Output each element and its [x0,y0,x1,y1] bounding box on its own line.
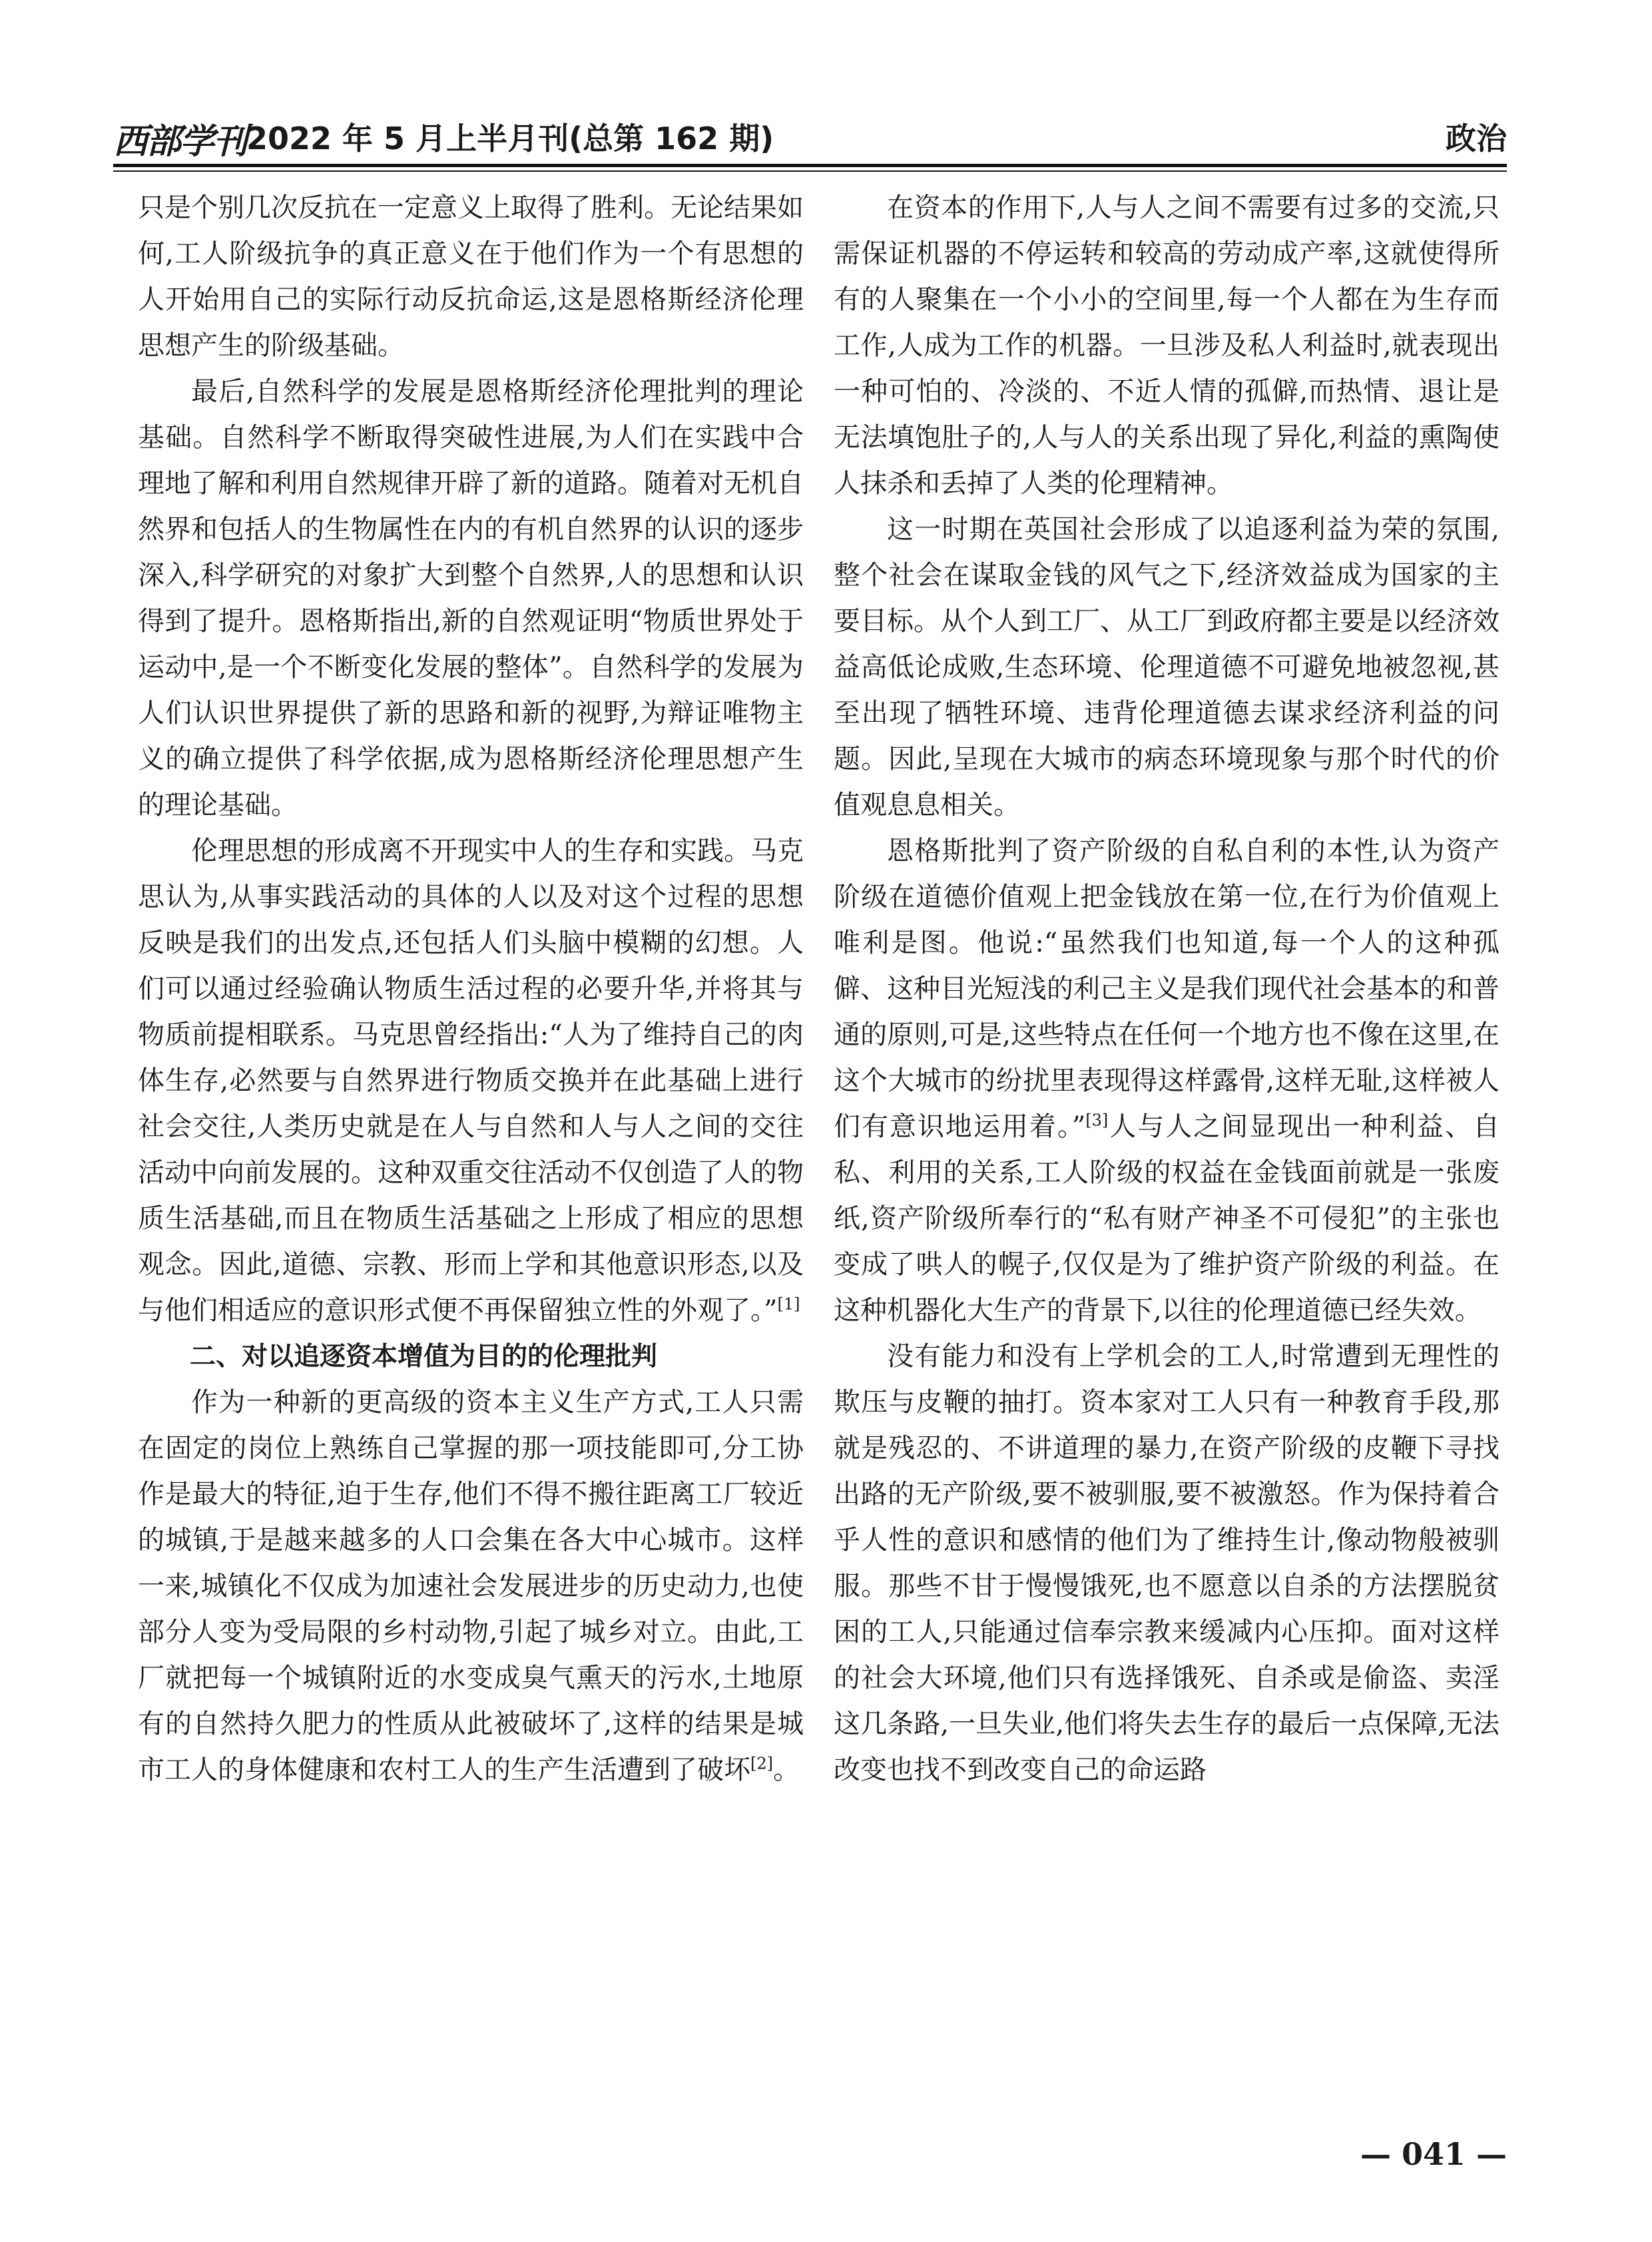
paragraph [834,828,1500,1334]
citation-marker: [2] [750,1754,773,1773]
section-name: 政治 [1446,121,1507,156]
paragraph: 最后,自然科学的发展是恩格斯经济伦理批判的理论基础。自然科学不断取得突破性进展,为人们在实践中合理地了解和利用自然规律开辟了新的道路。随着对无机自然界和包括人的生物属性在内的有机自然界的认识的逐步深入,科学研究的对象扩大到整个自然界,人的思想和认识得到了提升。恩格斯指出,新的自然观证明“物质世界处于运动中,是一个不断变化发展的整体”。自然科学的发展为人们认识世界提供了新的思路和新的视野,为辩证唯物主义的确立提供了科学依据,成为恩格斯经济伦理思想产生的理论基础。 [138,376,804,820]
page-number: — 041 — [1360,2136,1507,2172]
paragraph: 这一时期在英国社会形成了以追逐利益为荣的氛围,整个社会在谋取金钱的风气之下,经济效益成为国家的主要目标。从个人到工厂、从工厂到政府都主要是以经济效益高低论成败,生态环境、伦理道德不可避免地被忽视,甚至出现了牺牲环境、违背伦理道德去谋求经济利益的问题。因此,呈现在大城市的病态环境现象与那个时代的价值观息息相关。 [834,514,1500,820]
paragraph-text: 作为一种新的更高级的资本主义生产方式,工人只需在固定的岗位上熟练自己掌握的那一项技能即可,分工协作是最大的特征,迫于生存,他们不得不搬往距离工厂较近的城镇,于是越来越多的人口会集在各大中心城市。这样一来,城镇化不仅成为加速社会发展进步的历史动力,也使部分人变为受局限的乡村动物,引起了城乡对立。由此,工厂就把每一个城镇附近的水变成臭气熏天的污水,土地原有的自然持久肥力的性质从此被破坏了,这样的结果是城市工人的身体健康和农村工人的生产生活遭到了破坏 [138,1387,804,1785]
journal-logo: 西部学刊 [113,121,247,162]
paragraph-end: 。 [773,1755,800,1785]
paragraph [138,828,804,1334]
header-rule-thin [113,170,1507,172]
paragraph: 在资本的作用下,人与人之间不需要有过多的交流,只需保证机器的不停运转和较高的劳动成产率,这就使得所有的人聚集在一个小小的空间里,每一个人都在为生存而工作,人成为工作的机器。一旦涉及私人利益时,就表现出一种可怕的、冷淡的、不近人情的孤僻,而热情、退让是无法填饱肚子的,人与人的关系出现了异化,利益的熏陶使人抹杀和丢掉了人类的伦理精神。 [834,192,1500,499]
paragraph [138,1380,804,1793]
left-column [138,185,804,1793]
paragraph-text: 恩格斯批判了资产阶级的自私自利的本性,认为资产阶级在道德价值观上把金钱放在第一位,在行为价值观上唯利是图。他说:“虽然我们也知道,每一个人的这种孤僻、这种目光短浅的利己主义是我们现代社会基本的和普通的原则,可是,这些特点在任何一个地方也不像在这里,在这个大城市的纷扰里表现得这样露骨,这样无耻,这样被人们有意识地运用着。” [834,836,1500,1142]
paragraph: 只是个别几次反抗在一定意义上取得了胜利。无论结果如何,工人阶级抗争的真正意义在于他们作为一个有思想的人开始用自己的实际行动反抗命运,这是恩格斯经济伦理思想产生的阶级基础。 [138,192,804,361]
paragraph: 没有能力和没有上学机会的工人,时常遭到无理性的欺压与皮鞭的抽打。资本家对工人只有一种教育手段,那就是残忍的、不讲道理的暴力,在资产阶级的皮鞭下寻找出路的无产阶级,要不被驯服,要不被激怒。作为保持着合乎人性的意识和感情的他们为了维持生计,像动物般被驯服。那些不甘于慢慢饿死,也不愿意以自杀的方法摆脱贫困的工人,只能通过信奉宗教来缓减内心压抑。面对这样的社会大环境,他们只有选择饿死、自杀或是偷盗、卖淫这几条路,一旦失业,他们将失去生存的最后一点保障,无法改变也找不到改变自己的命运路 [834,1341,1500,1785]
section-heading: 二、对以追逐资本增值为目的的伦理批判 [190,1342,658,1372]
header-rule-thick [113,164,1507,167]
paragraph-text: 伦理思想的形成离不开现实中人的生存和实践。马克思认为,从事实践活动的具体的人以及对这个过程的思想反映是我们的出发点,还包括人们头脑中模糊的幻想。人们可以通过经验确认物质生活过程的必要升华,并将其与物质前提相联系。马克思曾经指出:“人为了维持自己的肉体生存,必然要与自然界进行物质交换并在此基础上进行社会交往,人类历史就是在人与自然和人与人之间的交往活动中向前发展的。这种双重交往活动不仅创造了人的物质生活基础,而且在物质生活基础之上形成了相应的思想观念。因此,道德、宗教、形而上学和其他意识形态,以及与他们相适应的意识形式便不再保留独立性的外观了。” [138,836,804,1326]
paragraph-text: 人与人之间显现出一种利益、自私、利用的关系,工人阶级的权益在金钱面前就是一张废纸,资产阶级所奉行的“私有财产神圣不可侵犯”的主张也变成了哄人的幌子,仅仅是为了维护资产阶级的利益。在这种机器化大生产的背景下,以往的伦理道德已经失效。 [834,1111,1500,1326]
issue-info: 2022 年 5 月上半月刊(总第 162 期) [246,121,774,156]
right-column [834,185,1500,1793]
citation-marker: [1] [777,1294,800,1314]
citation-marker: [3] [1085,1111,1109,1130]
running-header [113,113,1507,160]
